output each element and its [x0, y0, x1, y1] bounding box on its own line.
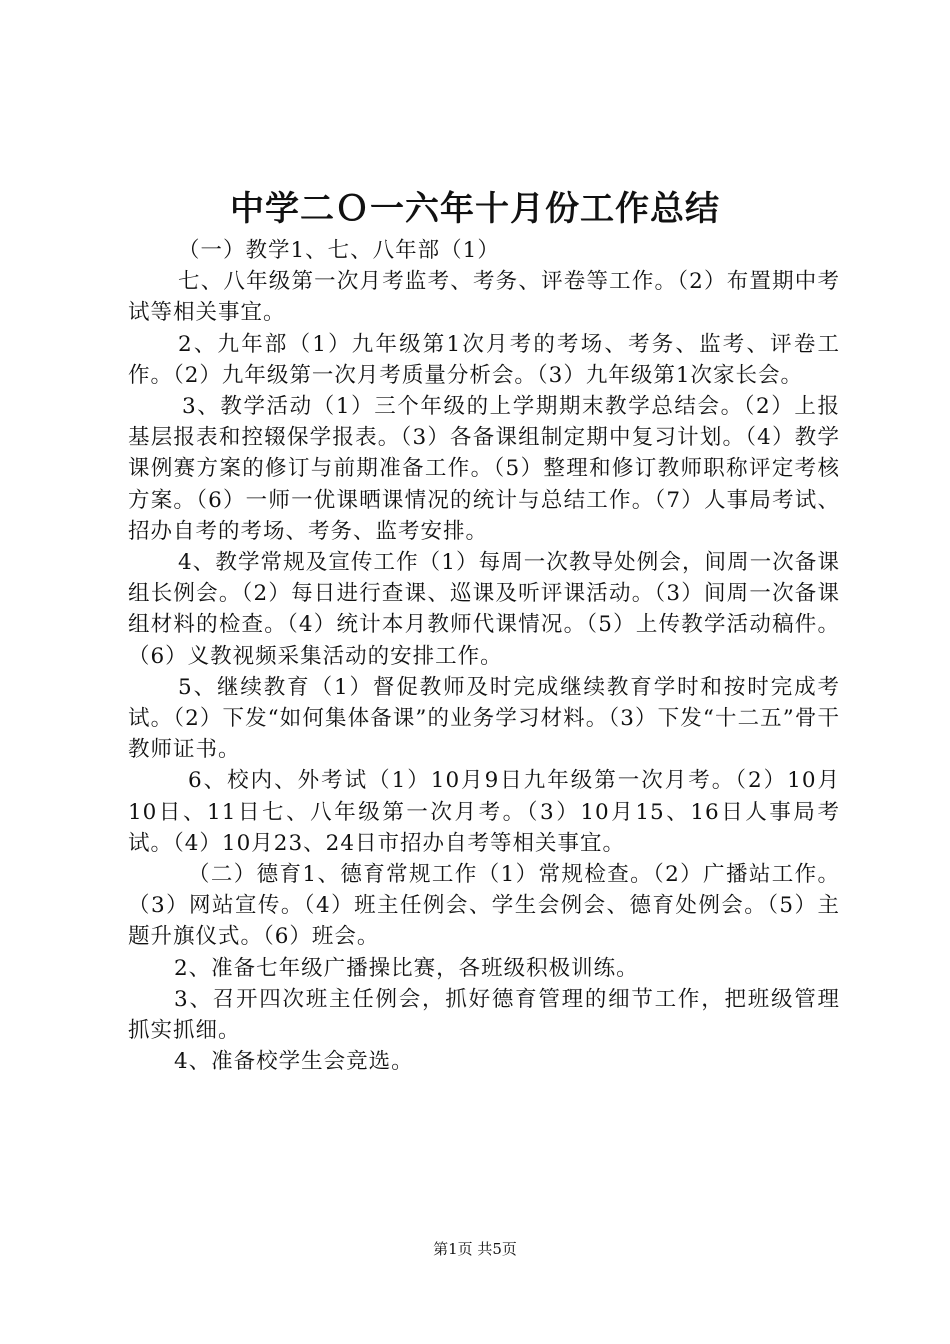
paragraph: 4、教学常规及宣传工作（1）每周一次教导处例会，间周一次备课组长例会。（2）每日进行查课、巡课及听评课活动。（3）间周一次备课组材料的检查。（4）统计本月教师代课情况。（5）上传教学活动稿件。（6）义教视频采集活动的安排工作。 — [128, 550, 840, 669]
paragraph: 2、准备七年级广播操比赛，各班级积极训练。 — [174, 955, 639, 981]
paragraph: 4、准备校学生会竞选。 — [174, 1049, 414, 1075]
paragraph: （二）德育1、德育常规工作（1）常规检查。（2）广播站工作。（3）网站宣传。（4）班主任例会、学生会例会、德育处例会。（5）主题升旗仪式。（6）班会。 — [128, 862, 840, 950]
document-body — [128, 235, 840, 1077]
paragraph: 3、召开四次班主任例会，抓好德育管理的细节工作，把班级管理抓实抓细。 — [128, 986, 840, 1044]
paragraph: 6、校内、外考试（1）10月9日九年级第一次月考。（2）10月10日、11日七、八年级第一次月考。（3）10月15、16日人事局考试。（4）10月23、24日市招办自考等相关事宜。 — [128, 768, 840, 856]
paragraph: 2、九年部（1）九年级第1次月考的考场、考务、监考、评卷工作。（2）九年级第一次月考质量分析会。（3）九年级第1次家长会。 — [128, 331, 840, 388]
page-footer: 第1页 共5页 — [433, 1240, 517, 1258]
paragraph: 3、教学活动（1）三个年级的上学期期末教学总结会。（2）上报基层报表和控辍保学报表。（3）各备课组制定期中复习计划。（4）教学课例赛方案的修订与前期准备工作。（5）整理和修订教师职称评定考核方案。（6）一师一优课晒课情况的统计与总结工作。（7）人事局考试、招办自考的考场、考务、监考安排。 — [128, 394, 840, 544]
paragraph: 七、八年级第一次月考监考、考务、评卷等工作。（2）布置期中考试等相关事宜。 — [128, 269, 840, 326]
document-title: 中学二Ｏ一六年十月份工作总结 — [230, 189, 720, 229]
paragraph: （一）教学1、七、八年部（1） — [178, 238, 500, 263]
paragraph: 5、继续教育（1）督促教师及时完成继续教育学时和按时完成考试。（2）下发“如何集体备课”的业务学习材料。（3）下发“十二五”骨干教师证书。 — [128, 674, 840, 763]
